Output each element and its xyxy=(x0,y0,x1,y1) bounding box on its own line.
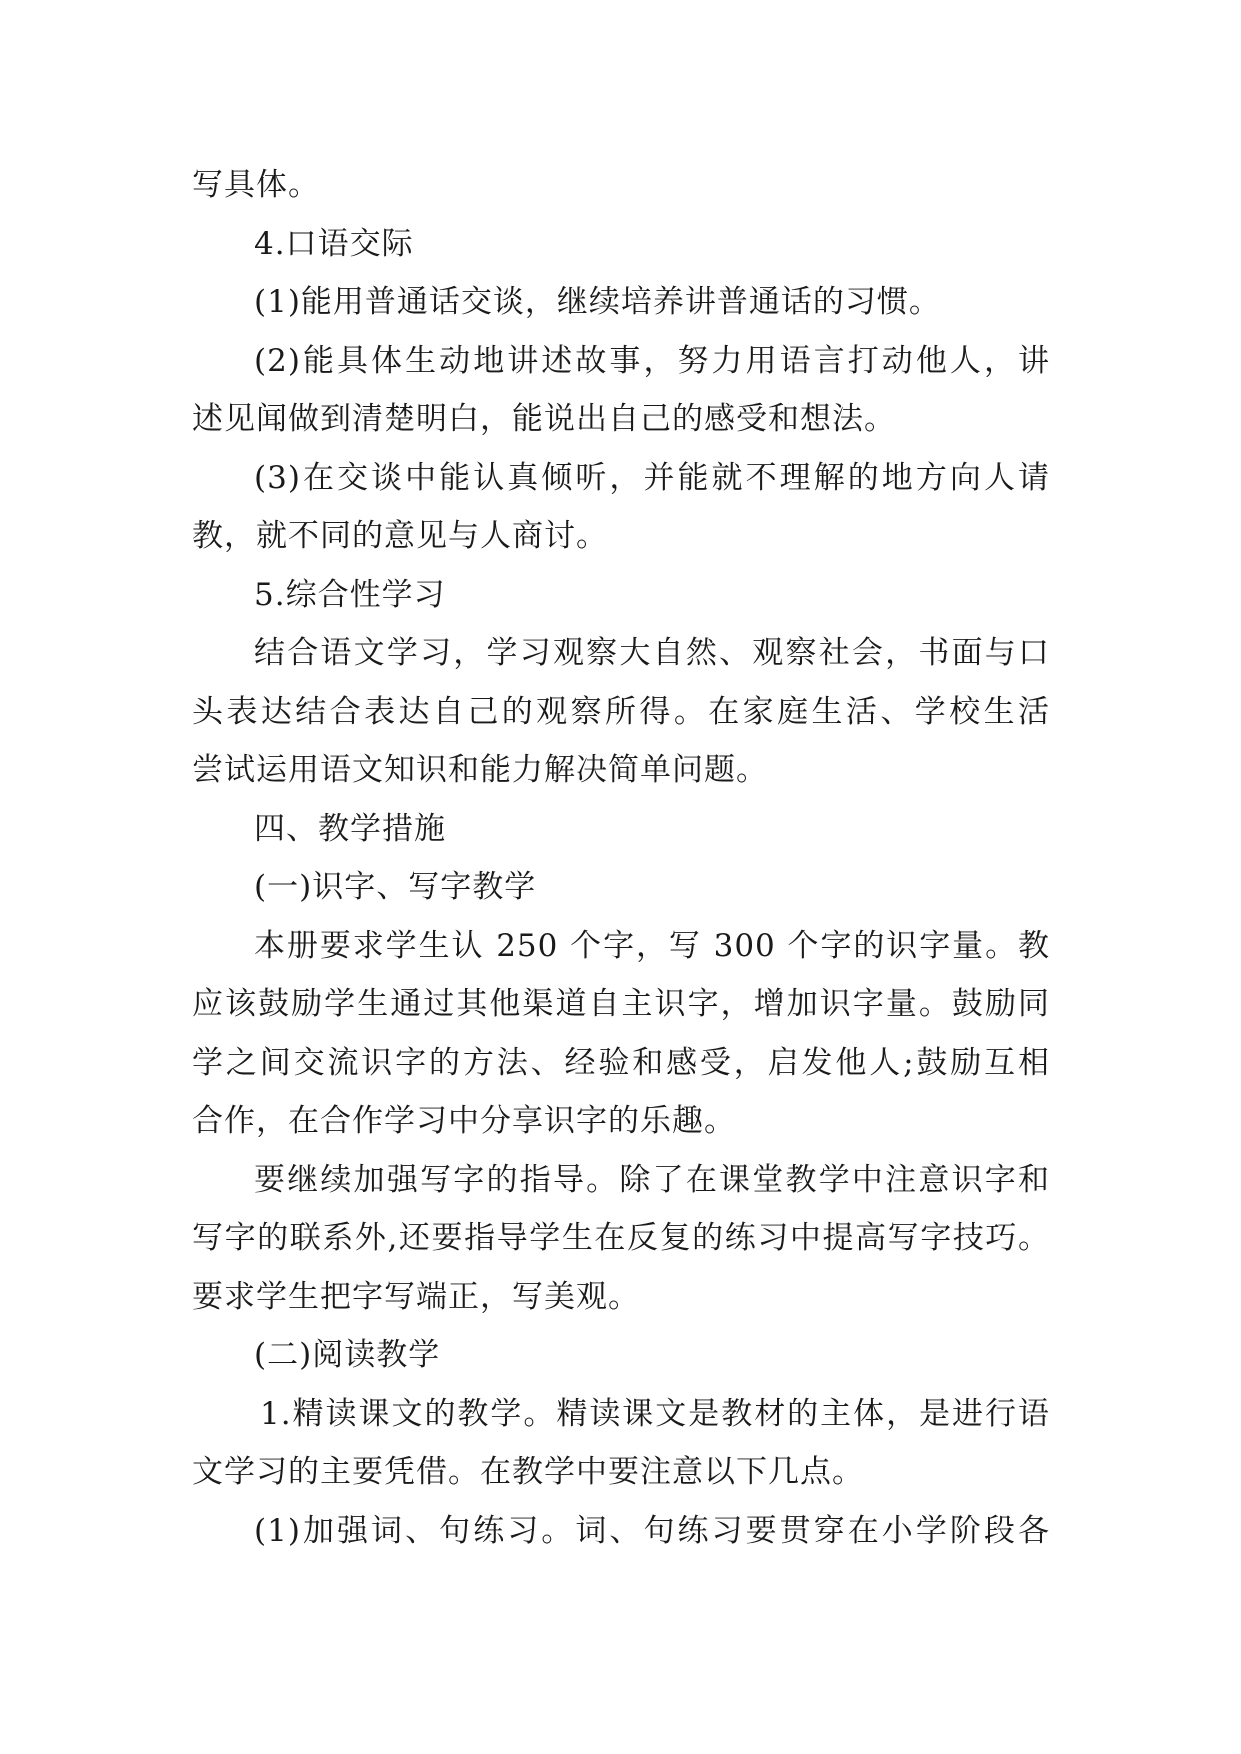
list-item: (3)在交谈中能认真倾听，并能就不理解的地方向人请 xyxy=(254,459,1050,496)
text-line: 应该鼓励学生通过其他渠道自主识字，增加识字量。鼓励同 xyxy=(192,986,1050,1022)
text-line: 写字的联系外,还要指导学生在反复的练习中提高写字技巧。 xyxy=(192,1220,1050,1256)
list-item: (1)能用普通话交谈，继续培养讲普通话的习惯。 xyxy=(254,284,941,320)
paragraph-line: 要继续加强写字的指导。除了在课堂教学中注意识字和 xyxy=(254,1161,1050,1198)
section-heading: 5.综合性学习 xyxy=(254,576,446,613)
subsection-heading: (一)识字、写字教学 xyxy=(254,869,537,905)
text-line: 文学习的主要凭借。在教学中要注意以下几点。 xyxy=(192,1454,864,1490)
text-line: 要求学生把字写端正，写美观。 xyxy=(192,1278,640,1315)
section-heading: 4.口语交际 xyxy=(254,225,414,262)
text-line: 述见闻做到清楚明白，能说出自己的感受和想法。 xyxy=(192,401,896,437)
text-line: 教，就不同的意见与人商讨。 xyxy=(192,518,608,554)
text-line: 学之间交流识字的方法、经验和感受，启发他人;鼓励互相 xyxy=(192,1044,1050,1081)
paragraph-line: 结合语文学习，学习观察大自然、观察社会，书面与口 xyxy=(254,635,1050,671)
section-heading: 四、教学措施 xyxy=(254,810,446,847)
document-body xyxy=(192,156,1050,1560)
text-line: 写具体。 xyxy=(192,167,320,203)
subsection-heading: (二)阅读教学 xyxy=(254,1337,441,1373)
text-line: 合作，在合作学习中分享识字的乐趣。 xyxy=(192,1103,736,1139)
paragraph-line: 本册要求学生认 250 个字，写 300 个字的识字量。教 xyxy=(254,927,1050,964)
paragraph-line: 1.精读课文的教学。精读课文是教材的主体，是进行语 xyxy=(260,1395,1050,1432)
text-line: 头表达结合表达自己的观察所得。在家庭生活、学校生活 xyxy=(192,693,1050,730)
list-item: (2)能具体生动地讲述故事，努力用语言打动他人，讲 xyxy=(254,342,1050,379)
list-item: (1)加强词、句练习。词、句练习要贯穿在小学阶段各 xyxy=(254,1512,1050,1549)
text-line: 尝试运用语文知识和能力解决简单问题。 xyxy=(192,752,768,788)
